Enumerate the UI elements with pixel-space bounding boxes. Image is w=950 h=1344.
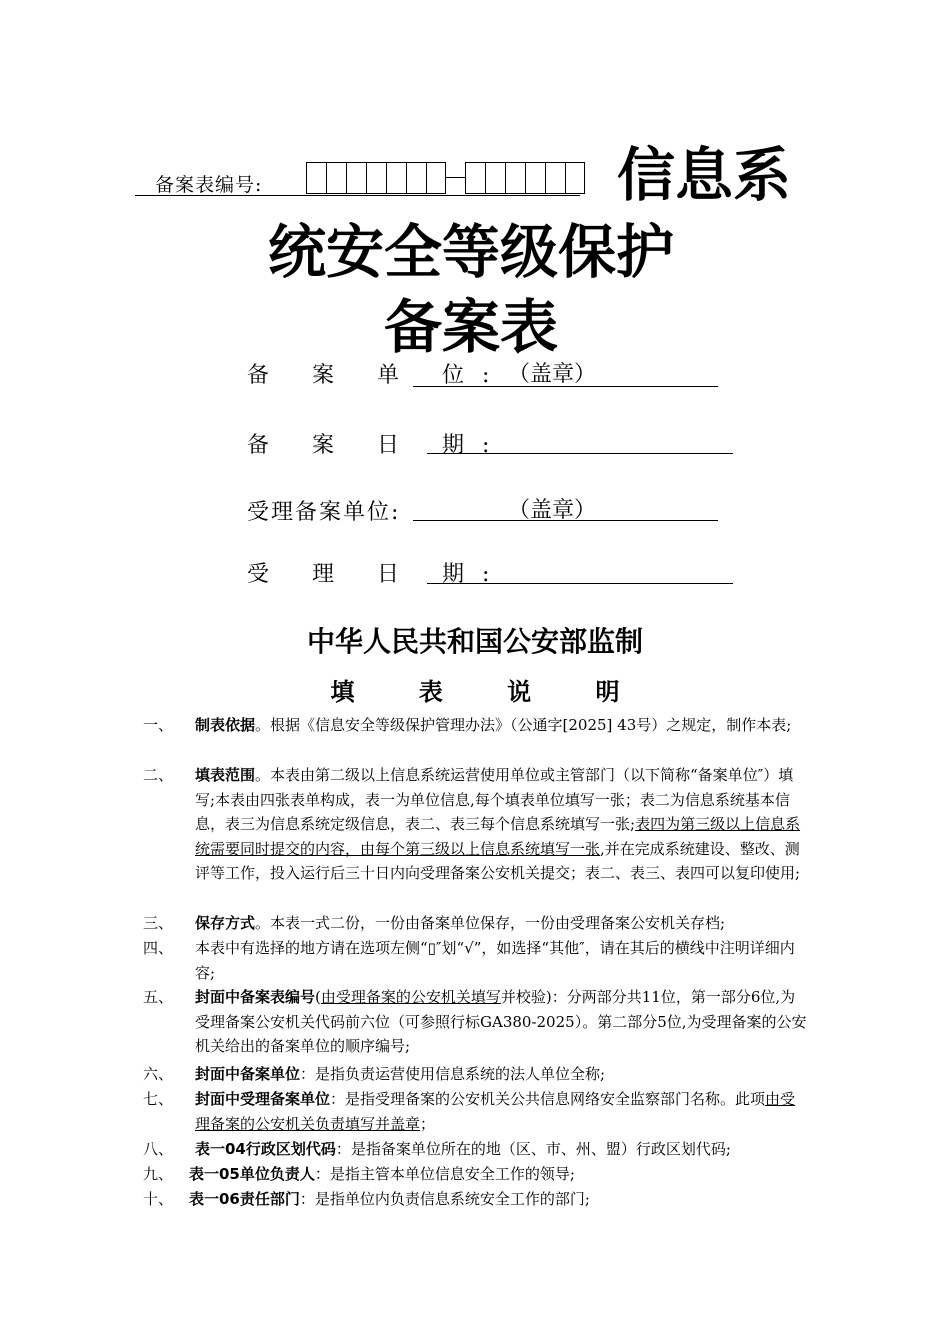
- item-number: 一、: [143, 716, 174, 734]
- digit-box[interactable]: [505, 162, 525, 194]
- item-text: 。本表由第二级以上信息系统运营使用单位或主管部门（以下简称“备案单位″）填写;本表由四张表单构成，表一为单位信息,每个填表单位填写一张；表二为信息系统基本信息，表三为信息系统定级信息，表二、表三每个信息系统填写一张;: [195, 766, 794, 833]
- filing-date-field[interactable]: [427, 423, 733, 454]
- item-text: 。本表一式二份，一份由备案单位保存，一份由受理备案公安机关存档;: [255, 914, 726, 932]
- item-keyword: 制表依据: [195, 716, 256, 734]
- item-text: 本表中有选择的地方请在选项左侧“▯″划“√”，如选择“其他″，请在其后的横线中注明详细内容;: [195, 939, 795, 982]
- instructions-heading: 填 表 说 明: [330, 678, 648, 706]
- item-number: 三、: [143, 914, 174, 932]
- digit-box[interactable]: [326, 162, 346, 194]
- digit-box[interactable]: [525, 162, 545, 194]
- digit-box[interactable]: [426, 162, 446, 194]
- item-keyword: 封面中备案表编号: [195, 988, 316, 1006]
- accepting-date-field[interactable]: [427, 553, 733, 584]
- item-text: ,并在完成系统建设、整改、测评等工作，投入运行后三十日内向受理备案公安机关提交；表二、表三、表四可以复印使用;: [195, 839, 801, 882]
- item-text: ：是指备案单位所在的地（区、市、州、盟）行政区划代码;: [335, 1140, 731, 1158]
- item-keyword: 表一06责任部门: [189, 1190, 300, 1208]
- item-number: 六、: [143, 1065, 174, 1083]
- record-number-label: 备案表编号:: [155, 174, 263, 196]
- item-number: 十、: [143, 1190, 174, 1208]
- item-keyword: 保存方式: [195, 914, 256, 932]
- instruction-item-6: [143, 1062, 808, 1087]
- accepting-unit-label: 受理备案单位:: [247, 500, 401, 525]
- item-text: ：是指受理备案的公安机关公共信息网络安全监察部门名称。此项: [330, 1090, 766, 1108]
- digit-box[interactable]: [545, 162, 565, 194]
- filing-unit-label: 备 案 单 位:: [247, 363, 508, 388]
- instruction-item-3: [143, 911, 808, 936]
- instruction-item-2: [143, 763, 808, 886]
- item-number: 八、: [143, 1140, 174, 1158]
- title-line-2: 统安全等级保护: [268, 218, 675, 286]
- item-underlined-text: 表四为第三级以上信息系统需要同时提交的内容，由每个第三级以上信息系统填写一张: [195, 815, 801, 858]
- instruction-item-7: [143, 1087, 808, 1136]
- item-underlined-text: 由受理备案的公安机关填写: [320, 988, 501, 1006]
- item-text: ：是指负责运营使用信息系统的法人单位全称;: [300, 1065, 606, 1083]
- title-line-1: 信息系: [617, 141, 792, 209]
- item-text: ：是指单位内负责信息系统安全工作的部门;: [299, 1190, 590, 1208]
- record-number-boxes-part2[interactable]: [465, 162, 585, 194]
- item-keyword: 表一05单位负责人: [189, 1165, 315, 1183]
- record-number-separator: [446, 177, 465, 178]
- digit-box[interactable]: [346, 162, 366, 194]
- instruction-item-4: [143, 936, 808, 985]
- item-number: 七、: [143, 1090, 174, 1108]
- accepting-unit-stamp: （盖章）: [508, 498, 597, 523]
- instruction-item-5: [143, 985, 808, 1059]
- item-number: 九、: [143, 1165, 174, 1183]
- item-number: 五、: [143, 988, 174, 1006]
- filing-date-label: 备 案 日 期:: [247, 433, 508, 458]
- item-text: 。根据《信息安全等级保护管理办法》（公通字[2025] 43号）之规定，制作本表;: [255, 716, 792, 734]
- item-underlined-text: 由受理备案的公安机关负责填写并盖章: [195, 1090, 796, 1133]
- item-keyword: 封面中受理备案单位: [195, 1090, 331, 1108]
- item-keyword: 封面中备案单位: [195, 1065, 301, 1083]
- digit-box[interactable]: [565, 162, 585, 194]
- item-number: 二、: [143, 766, 174, 784]
- instruction-item-8: [143, 1137, 808, 1162]
- item-keyword: 表一04行政区划代码: [195, 1140, 336, 1158]
- digit-box[interactable]: [406, 162, 426, 194]
- digit-box[interactable]: [485, 162, 505, 194]
- digit-box[interactable]: [465, 162, 485, 194]
- digit-box[interactable]: [306, 162, 326, 194]
- filing-unit-stamp: （盖章）: [508, 362, 597, 387]
- record-number-underline: [135, 195, 580, 196]
- instruction-item-10: [143, 1187, 808, 1212]
- item-text: 并校验)：分两部分共11位，第一部分6位,为受理备案公安机关代码前六位（可参照行标GA380-2025）。第二部分5位,为受理备案的公安机关给出的备案单位的顺序编号;: [195, 988, 807, 1055]
- supervisor-heading: 中华人民共和国公安部监制: [306, 625, 643, 658]
- item-text: (: [315, 988, 321, 1006]
- accepting-date-label: 受 理 日 期:: [247, 562, 508, 587]
- item-text: ；: [420, 1114, 436, 1133]
- digit-box[interactable]: [386, 162, 406, 194]
- digit-box[interactable]: [366, 162, 386, 194]
- instruction-item-9: [143, 1162, 808, 1187]
- instruction-item-1: [143, 713, 808, 738]
- title-line-3: 备案表: [384, 293, 559, 361]
- item-text: ：是指主管本单位信息安全工作的领导;: [314, 1165, 575, 1183]
- item-keyword: 填表范围: [195, 766, 256, 784]
- record-number-boxes-part1[interactable]: [306, 162, 446, 194]
- item-number: 四、: [143, 939, 174, 957]
